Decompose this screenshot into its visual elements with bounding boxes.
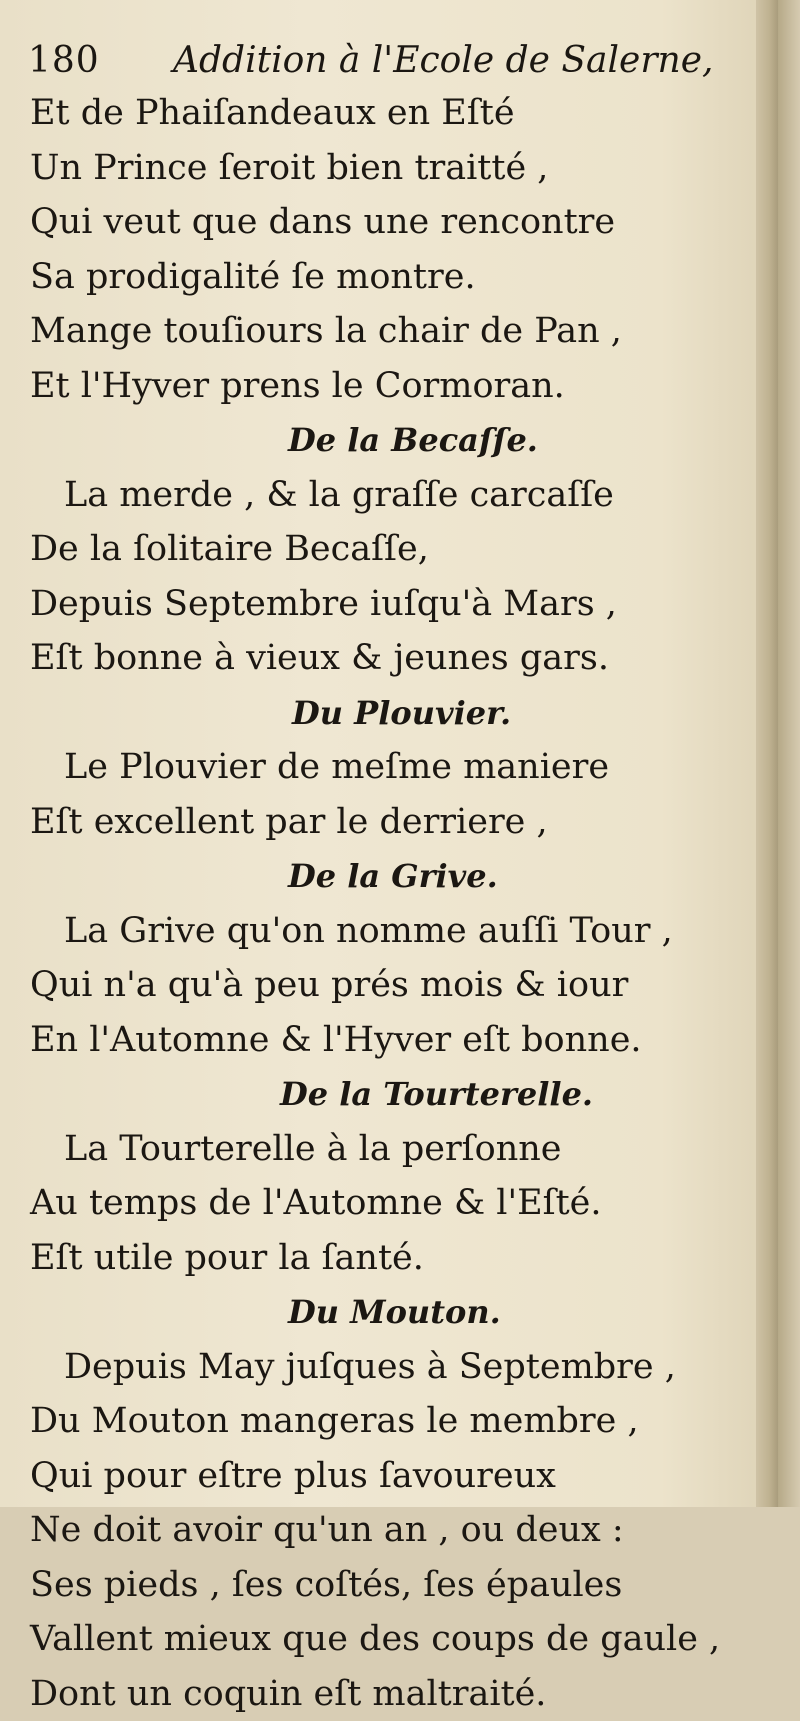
section-heading: De la Becaſſe. <box>30 413 730 468</box>
section-heading: De la Tourterelle. <box>30 1067 730 1122</box>
section-heading: Du Mouton. <box>30 1285 730 1340</box>
verse-line: Vallent mieux que des coups de gaule , <box>30 1612 730 1667</box>
verse-line: Au temps de l'Automne & l'Eſté. <box>30 1176 730 1231</box>
verse-line: Le Plouvier de meſme maniere <box>30 740 730 795</box>
verse-line: Et de Phaiſandeaux en Eſté <box>30 86 730 141</box>
verse-line: Depuis Septembre iuſqu'à Mars , <box>30 577 730 632</box>
verse-line: La Grive qu'on nomme auſſi Tour , <box>30 904 730 959</box>
verse-line: La merde , & la graſſe carcaſſe <box>30 468 730 523</box>
running-head: Addition à l'Ecole de Salerne, <box>173 40 713 81</box>
verse-line: Et l'Hyver prens le Cormoran. <box>30 359 730 414</box>
verse-line: De la ſolitaire Becaſſe, <box>30 522 730 577</box>
page-gutter-shadow <box>756 0 778 1507</box>
verse-line: Ses pieds , ſes coſtés, ſes épaules <box>30 1558 730 1613</box>
verse-line: Eſt bonne à vieux & jeunes gars. <box>30 631 730 686</box>
section-heading: De la Grive. <box>30 849 730 904</box>
verse-line: Eſt utile pour la ſanté. <box>30 1231 730 1286</box>
page-header <box>28 38 668 88</box>
poem-text <box>30 86 730 1721</box>
verse-line: Qui pour eſtre plus ſavoureux <box>30 1449 730 1504</box>
verse-line: Ne doit avoir qu'un an , ou deux : <box>30 1503 730 1558</box>
verse-line: Un Prince ſeroit bien traitté , <box>30 141 730 196</box>
scan-margin <box>778 0 800 1507</box>
verse-line: Qui veut que dans une rencontre <box>30 195 730 250</box>
verse-line: Eſt excellent par le derriere , <box>30 795 730 850</box>
verse-line: Mange touſiours la chair de Pan , <box>30 304 730 359</box>
verse-line: En l'Automne & l'Hyver eſt bonne. <box>30 1013 730 1068</box>
section-heading: Du Plouvier. <box>30 686 730 741</box>
verse-line: La Tourterelle à la perſonne <box>30 1122 730 1177</box>
verse-line: Sa prodigalité ſe montre. <box>30 250 730 305</box>
verse-line: Du Mouton mangeras le membre , <box>30 1394 730 1449</box>
page-number: 180 <box>28 40 100 81</box>
verse-line: Dont un coquin eſt maltraité. <box>30 1667 730 1721</box>
verse-line: Qui n'a qu'à peu prés mois & iour <box>30 958 730 1013</box>
verse-line: Depuis May juſques à Septembre , <box>30 1340 730 1395</box>
